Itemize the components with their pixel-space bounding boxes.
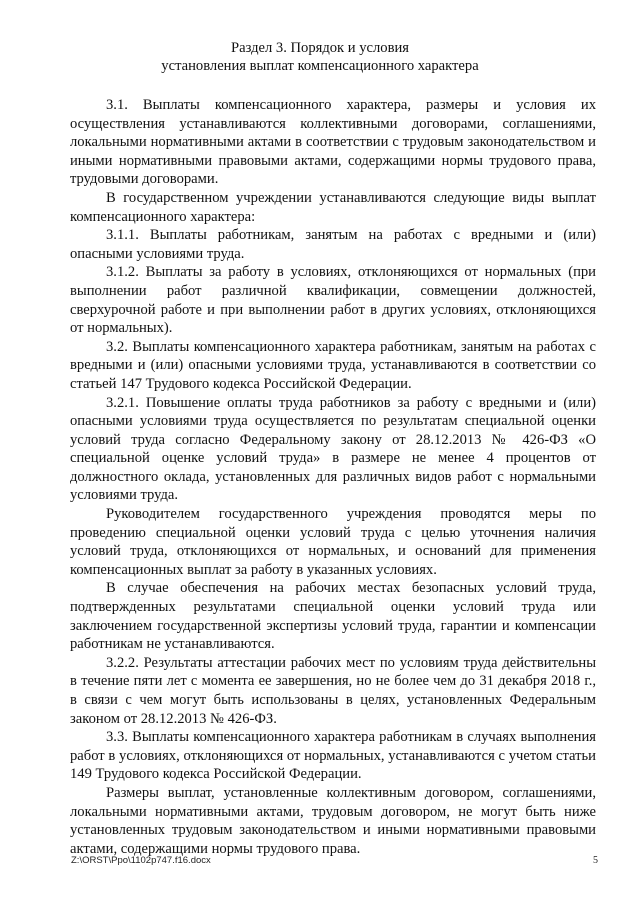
document-body: [70, 96, 596, 858]
footer-file-path: Z:\ORST\Ppo\1102p747.f16.docx: [71, 855, 211, 866]
paragraph-assessment-measures: Руководителем государственного учреждения проводятся меры по проведению специальной оценки условий труда с целью уточнения наличия условий труда, отклоняющихся от нормальных, и оснований для применения компенсационных выплат за работу в указанных условиях.: [70, 506, 596, 578]
paragraph-3-3: 3.3. Выплаты компенсационного характера работникам в случаях выполнения работ в условиях, отклоняющихся от нормальных, устанавливаются с учетом статьи 149 Трудового кодекса Российской Федерации.: [70, 729, 596, 783]
paragraph-safe-conditions: В случае обеспечения на рабочих местах безопасных условий труда, подтвержденных результатами специальной оценки условий труда или заключением государственной экспертизы условий труда, гарантии и компенсации работникам не устанавливаются.: [70, 580, 596, 653]
paragraph-3-2-1: 3.2.1. Повышение оплаты труда работников за работу с вредными и (или) опасными условиями труда осуществляется по результатам специальной оценки условий труда согласно Федеральному закону от 28.12.2013 № 426-ФЗ «О специальной оценке условий труда» в размере не менее 4 процентов от должностного оклада, установленных для различных видов работ с нормальными условиями труда.: [70, 394, 596, 504]
section-heading: [70, 39, 570, 75]
paragraph-3-1: 3.1. Выплаты компенсационного характера, размеры и условия их осуществления устанавливаются коллективными договорами, соглашениями, локальными нормативными актами в соответствии с трудовым законодательством и иными нормативными правовыми актами, содержащими нормы трудового права, трудовыми договорами.: [70, 97, 596, 188]
section-heading-line-1: Раздел 3. Порядок и условия: [230, 40, 410, 56]
paragraph-3-2-2: 3.2.2. Результаты аттестации рабочих мест по условиям труда действительны в течение пяти лет с момента ее завершения, но не более чем до 31 декабря 2018 г., в связи с чем могут быть использованы в целях, установленных Федеральным законом от 28.12.2013 № 426-ФЗ.: [70, 654, 596, 727]
paragraph-3-2: 3.2. Выплаты компенсационного характера работникам, занятым на работах с вредными и (или) опасными условиями труда, устанавливаются в соответствии со статьей 147 Трудового кодекса Российской Федерации.: [70, 338, 596, 392]
footer-page-number: 5: [593, 855, 598, 866]
paragraph-payment-sizes: Размеры выплат, установленные коллективным договором, соглашениями, локальными нормативными актами, трудовым договором, не могут быть ниже установленных трудовым законодательством и иными нормативными правовыми актами, содержащими нормы трудового права.: [70, 784, 596, 857]
paragraph-kinds-intro: В государственном учреждении устанавливаются следующие виды выплат компенсационного характера:: [70, 189, 596, 225]
section-heading-line-2: установления выплат компенсационного характера: [161, 58, 479, 74]
paragraph-3-1-1: 3.1.1. Выплаты работникам, занятым на работах с вредными и (или) опасными условиями труда.: [70, 227, 596, 262]
paragraph-3-1-2: 3.1.2. Выплаты за работу в условиях, отклоняющихся от нормальных (при выполнении работ различной квалификации, совмещении должностей, сверхурочной работе и при выполнении работ в других условиях, отклоняющихся от нормальных).: [70, 264, 596, 337]
